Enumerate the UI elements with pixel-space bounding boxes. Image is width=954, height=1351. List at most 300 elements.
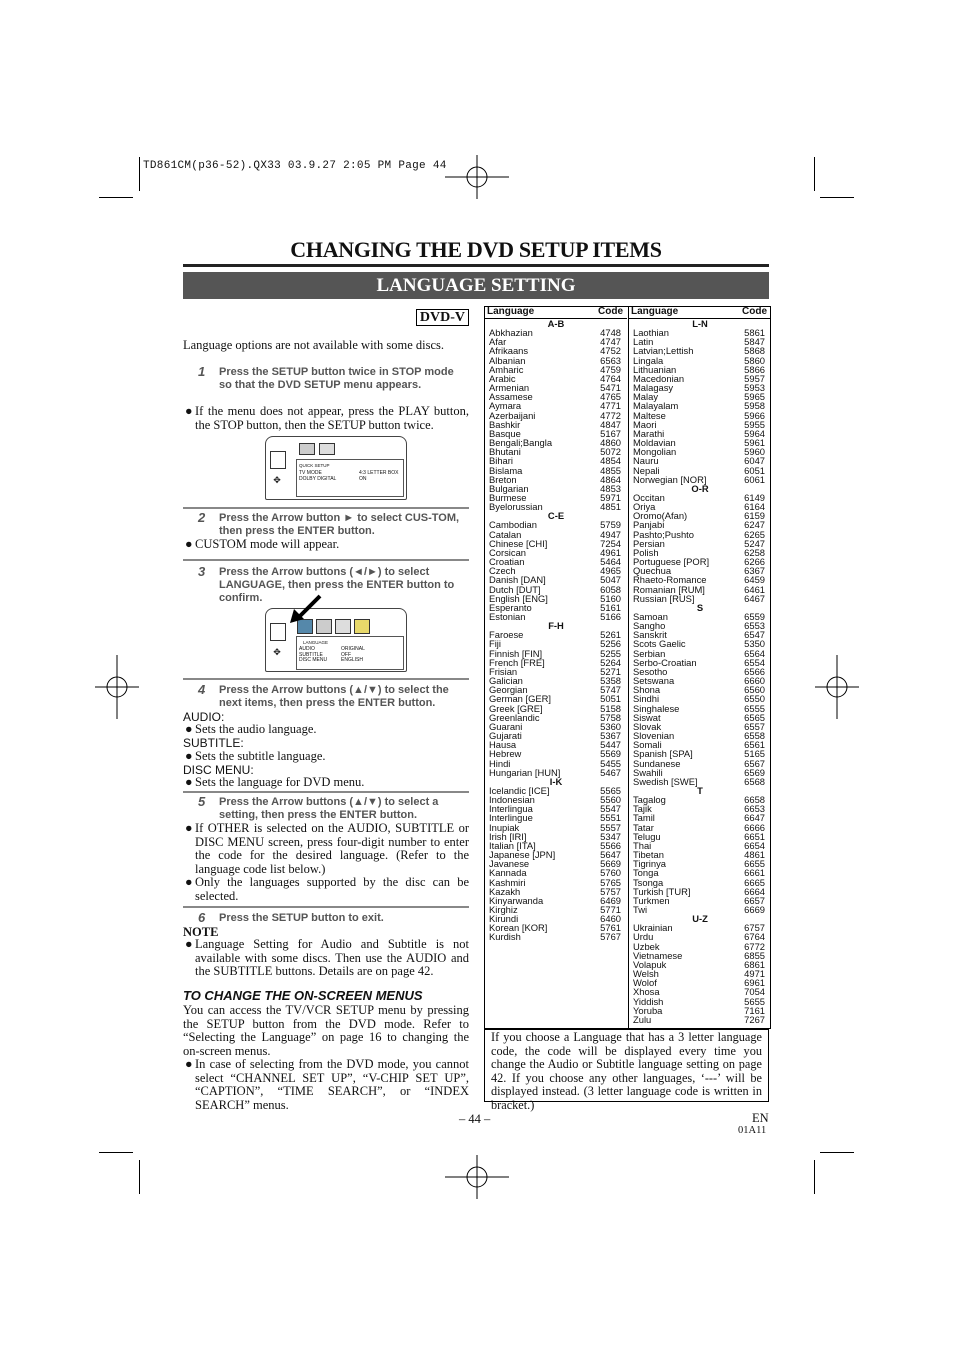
language-code: 5861 <box>744 327 765 339</box>
language-name: Moldavian <box>633 437 676 449</box>
bullet-other-code: ● If OTHER is selected on the AUDIO, SUBTITLE or DISC MENU screen, press four-digit number to enter the code for the desired language. (Refer to the language code list below.) <box>185 821 469 876</box>
language-code: 5158 <box>600 702 621 714</box>
language-name: Gujarati <box>489 730 522 742</box>
language-name: Nauru <box>633 455 659 467</box>
language-code: 5971 <box>600 491 621 503</box>
language-code: 6560 <box>744 684 765 696</box>
language-code: 5264 <box>600 656 621 668</box>
language-name: Serbian <box>633 647 666 659</box>
language-name: Guarani <box>489 720 523 732</box>
language-name: Hindi <box>489 757 511 769</box>
language-code: 5966 <box>744 409 765 421</box>
language-code: 6647 <box>744 812 765 824</box>
language-code: 5847 <box>744 336 765 348</box>
crop-mark <box>139 1160 140 1194</box>
language-code: 5566 <box>600 839 621 851</box>
language-name: Greenlandic <box>489 711 540 723</box>
language-code: 4752 <box>600 345 621 357</box>
group-header: I-K <box>549 775 563 787</box>
language-name: Vietnamese <box>633 949 683 961</box>
language-code: 6664 <box>744 885 765 897</box>
language-name: Indonesian <box>489 794 535 806</box>
language-code: 6558 <box>744 730 765 742</box>
menu-panel: QUICK SETUP TV MODE DOLBY DIGITAL 4:3 LETTER BOX ON <box>296 459 404 497</box>
language-code: 7161 <box>744 1004 765 1016</box>
language-code: 6247 <box>744 519 765 531</box>
language-name: Bulgarian <box>489 482 529 494</box>
language-code: 6772 <box>744 940 765 952</box>
language-code: 5467 <box>600 766 621 778</box>
language-name: Corsican <box>489 546 526 558</box>
language-name: French [FRE] <box>489 656 545 668</box>
language-name: Welsh <box>633 968 659 980</box>
bullet-custom-mode: ● CUSTOM mode will appear. <box>185 537 340 551</box>
three-letter-code-note: If you choose a Language that has a 3 letter language code, the code will be displayed every time you change the Audio or Subtitle language setting on page 42. If you choose any other languages, ‘---’ will be displayed instead. (3 letter language code is written in bracket.) <box>484 1029 769 1102</box>
language-code: 4853 <box>600 482 621 494</box>
language-code: 4861 <box>744 849 765 861</box>
language-name: Somali <box>633 739 662 751</box>
language-code: 6861 <box>744 958 765 970</box>
language-name: Tonga <box>633 867 659 879</box>
language-name: Twi <box>633 904 648 915</box>
language-name: Interlingua <box>489 803 533 815</box>
language-name: Maltese <box>633 409 666 421</box>
group-header: U-Z <box>692 913 708 925</box>
language-name: Yoruba <box>633 1004 663 1016</box>
language-code: 5557 <box>600 821 621 833</box>
language-name: Setswana <box>633 675 675 687</box>
language-name: Uzbek <box>633 940 660 952</box>
language-name: Portuguese [POR] <box>633 556 710 568</box>
language-code: 6566 <box>744 665 765 677</box>
language-code: 5760 <box>600 867 621 879</box>
language-code: 5350 <box>744 638 765 650</box>
language-name: Albanian <box>489 354 526 366</box>
language-name: Inupiak <box>489 821 520 833</box>
language-name: Slovak <box>633 720 662 732</box>
language-code: 6265 <box>744 528 765 540</box>
language-code: 6565 <box>744 711 765 723</box>
language-code: 7054 <box>744 986 765 998</box>
language-name: Kashmiri <box>489 876 526 888</box>
step-4: 4 Press the Arrow buttons (▲/▼) to select the next items, then press the ENTER button. <box>198 682 449 709</box>
language-code: 4965 <box>600 565 621 577</box>
language-name: Dutch [DUT] <box>489 583 541 595</box>
right-rows <box>629 319 771 1024</box>
language-code: 5161 <box>600 601 621 613</box>
language-code: 4748 <box>600 327 621 339</box>
title-rule <box>183 264 769 267</box>
subtitle-heading: SUBTITLE: <box>183 736 244 750</box>
language-code: 5261 <box>600 629 621 641</box>
language-code: 5953 <box>744 382 765 394</box>
language-code: 6460 <box>600 913 621 925</box>
language-code: 7254 <box>600 537 621 549</box>
language-name: Xhosa <box>633 986 660 998</box>
language-code: 4764 <box>600 372 621 384</box>
registration-mark <box>445 1155 509 1199</box>
language-code: 4765 <box>600 391 621 403</box>
group-header: S <box>696 601 704 613</box>
language-code: 5347 <box>600 830 621 842</box>
language-menu-illustration <box>265 608 407 672</box>
language-name: Volapuk <box>633 958 667 970</box>
quick-setup-menu-illustration <box>265 436 407 500</box>
language-code: 5165 <box>744 748 765 760</box>
language-code: 5771 <box>600 904 621 915</box>
crop-mark <box>139 157 140 191</box>
language-name: Tibetan <box>633 849 664 861</box>
language-name: Zulu <box>633 1013 652 1025</box>
language-name: Esperanto <box>489 601 532 613</box>
language-code: 5955 <box>744 418 765 430</box>
page-title: CHANGING THE DVD SETUP ITEMS <box>290 237 662 262</box>
language-code: 5247 <box>744 537 765 549</box>
table-row <box>485 612 627 621</box>
language-name: Bengali;Bangla <box>489 437 553 449</box>
language-name: Bihari <box>489 455 513 467</box>
group-header: T <box>697 784 703 796</box>
group-header: F-H <box>548 620 564 632</box>
language-code: 6563 <box>600 354 621 366</box>
language-name: Armenian <box>489 382 530 394</box>
language-code: 5868 <box>744 345 765 357</box>
language-code: 6651 <box>744 830 765 842</box>
language-code: 6764 <box>744 931 765 943</box>
language-name: Italian [ITA] <box>489 839 536 851</box>
language-name: Cambodian <box>489 519 537 531</box>
language-name: Kirundi <box>489 913 519 925</box>
language-name: Afrikaans <box>489 345 529 357</box>
language-name: Galician <box>489 675 523 687</box>
step-1: 1 Press the SETUP button twice in STOP mode so that the DVD SETUP menu appears. <box>198 364 454 391</box>
language-name: Laothian <box>633 327 669 339</box>
language-code: 6564 <box>744 647 765 659</box>
registration-mark <box>95 655 139 719</box>
language-code: 6554 <box>744 656 765 668</box>
custom-icon <box>319 443 335 455</box>
language-name: Turkmen <box>633 894 670 906</box>
language-name: Quechua <box>633 565 672 577</box>
language-name: Finnish [FIN] <box>489 647 543 659</box>
language-name: Yiddish <box>633 995 664 1007</box>
language-name: Kannada <box>489 867 527 879</box>
language-name: Breton <box>489 473 517 485</box>
language-code: 6051 <box>744 464 765 476</box>
language-code: 6550 <box>744 693 765 705</box>
language-code: 5655 <box>744 995 765 1007</box>
language-code: 5051 <box>600 693 621 705</box>
language-name: Sindhi <box>633 693 660 705</box>
language-name: Tamil <box>633 812 655 824</box>
language-name: Malagasy <box>633 382 674 394</box>
language-code: 6653 <box>744 803 765 815</box>
language-code: 5166 <box>600 611 621 622</box>
language-name: Wolof <box>633 977 657 989</box>
language-name: Occitan <box>633 491 665 503</box>
language-name: Tagalog <box>633 794 666 806</box>
lock-icon <box>354 619 370 634</box>
language-name: Croatian <box>489 556 525 568</box>
language-code: 6061 <box>744 473 765 485</box>
language-code: 5965 <box>744 391 765 403</box>
language-name: Sangho <box>633 620 666 632</box>
table-row <box>629 594 771 603</box>
language-code: 6669 <box>744 904 765 915</box>
language-code: 5957 <box>744 372 765 384</box>
language-name: Hebrew <box>489 748 522 760</box>
language-name: Oromo(Afan) <box>633 510 688 522</box>
bullet-audio: ● Sets the audio language. <box>185 722 317 736</box>
language-code: 5866 <box>744 363 765 375</box>
language-code: 6658 <box>744 794 765 806</box>
audio-icon <box>335 619 351 634</box>
language-code: 5256 <box>600 638 621 650</box>
language-name: Scots Gaelic <box>633 638 686 650</box>
language-code: 5860 <box>744 354 765 366</box>
language-code: 6655 <box>744 858 765 870</box>
language-code: 6469 <box>600 894 621 906</box>
language-code: 5455 <box>600 757 621 769</box>
language-name: Irish [IRI] <box>489 830 527 842</box>
bullet-subtitle: ● Sets the subtitle language. <box>185 749 326 763</box>
step-5: 5 Press the Arrow buttons (▲/▼) to select a setting, then press the ENTER button. <box>198 794 439 821</box>
language-code: 4847 <box>600 418 621 430</box>
language-code: 4855 <box>600 464 621 476</box>
crop-mark <box>99 1152 133 1153</box>
note-heading: NOTE <box>183 925 219 939</box>
language-name: Turkish [TUR] <box>633 885 691 897</box>
language-name: Estonian <box>489 611 526 622</box>
language-name: Bislama <box>489 464 523 476</box>
language-name: Czech <box>489 565 516 577</box>
language-code: 5961 <box>744 437 765 449</box>
divider <box>183 559 469 561</box>
language-name: Japanese [JPN] <box>489 849 556 861</box>
language-code: 5551 <box>600 812 621 824</box>
language-name: Byelorussian <box>489 501 543 513</box>
language-name: Javanese <box>489 858 530 870</box>
language-code: 6559 <box>744 611 765 622</box>
language-name: Faroese <box>489 629 524 641</box>
table-row <box>485 932 627 941</box>
language-name: Shona <box>633 684 661 696</box>
language-name: Russian [RUS] <box>633 592 695 604</box>
language-code: 6660 <box>744 675 765 687</box>
registration-mark <box>815 655 859 719</box>
language-name: Latin <box>633 336 654 348</box>
language-name: Amharic <box>489 363 524 375</box>
language-name: Siswat <box>633 711 661 723</box>
crop-mark <box>814 1160 815 1194</box>
language-code: 5759 <box>600 519 621 531</box>
language-code: 5447 <box>600 739 621 751</box>
language-code: 6555 <box>744 702 765 714</box>
bullet-dvd-mode-menus: ● In case of selecting from the DVD mode, you cannot select “CHANNEL SET UP”, “V-CHIP SET UP”, “CAPTION”, “TIME SEARCH”, or “INDEX SEARCH” menus. <box>185 1057 469 1112</box>
language-code: 6047 <box>744 455 765 467</box>
language-name: Basque <box>489 427 521 439</box>
tv-icon <box>270 623 286 641</box>
document-code: 01A11 <box>738 1125 767 1136</box>
language-code: 4971 <box>744 968 765 980</box>
language-code: 5255 <box>600 647 621 659</box>
language-code: 5765 <box>600 876 621 888</box>
bullet-menu-not-appear: ● If the menu does not appear, press the PLAY button, the STOP button, then the SETUP button twice. <box>185 404 469 432</box>
language-name: Afar <box>489 336 507 348</box>
audio-heading: AUDIO: <box>183 710 225 724</box>
language-name: Urdu <box>633 931 654 943</box>
language-name: Malay <box>633 391 659 403</box>
language-code: 5569 <box>600 748 621 760</box>
table-header: Language Code <box>485 307 627 319</box>
language-name: Telugu <box>633 830 661 842</box>
language-name: Malayalam <box>633 400 679 412</box>
language-code: 6855 <box>744 949 765 961</box>
language-code: 5367 <box>600 730 621 742</box>
language-code: 4759 <box>600 363 621 375</box>
language-name: Kurdish <box>489 931 521 943</box>
language-code: 6159 <box>744 510 765 522</box>
language-code: 6568 <box>744 775 765 787</box>
language-code: 6557 <box>744 720 765 732</box>
language-name: Slovenian <box>633 730 675 742</box>
language-code: 6657 <box>744 894 765 906</box>
language-code: 5547 <box>600 803 621 815</box>
language-name: Polish <box>633 546 659 558</box>
menu-panel: LANGUAGE AUDIO SUBTITLE DISC MENU ORIGINAL OFF ENGLISH <box>296 636 404 670</box>
language-name: German [GER] <box>489 693 551 705</box>
language-code: 6058 <box>600 583 621 595</box>
language-name: Aymara <box>489 400 522 412</box>
language-name: Lithuanian <box>633 363 677 375</box>
language-name: Sundanese <box>633 757 681 769</box>
language-name: Marathi <box>633 427 665 439</box>
language-name: Kazakh <box>489 885 521 897</box>
language-code: 6553 <box>744 620 765 632</box>
language-name: Ukrainian <box>633 922 673 934</box>
bullet-note: ● Language Setting for Audio and Subtitle is not available with some discs. Then use the AUDIO and the SUBTITLE buttons. Details are on page 42. <box>185 937 469 979</box>
language-name: Assamese <box>489 391 533 403</box>
language-code: 6569 <box>744 766 765 778</box>
table-row <box>629 905 771 914</box>
on-screen-menus-text: You can access the TV/VCR SETUP menu by pressing the SETUP button from the DVD mode. Refer to “Selecting the Language” on page 16 to changing the on-screen menus. <box>183 1003 469 1058</box>
language-name: Serbo-Croatian <box>633 656 697 668</box>
language-name: Sanskrit <box>633 629 667 641</box>
table-row <box>629 1015 771 1024</box>
step-2: 2 Press the Arrow button ► to select CUS-TOM, then press the ENTER button. <box>198 510 460 537</box>
language-name: Bashkir <box>489 418 521 430</box>
language-code: 6757 <box>744 922 765 934</box>
language-code: 5960 <box>744 446 765 458</box>
language-code: 5761 <box>600 922 621 934</box>
language-code: 5358 <box>600 675 621 687</box>
tv-icon <box>270 451 286 469</box>
language-code: 6547 <box>744 629 765 641</box>
language-name: Kinyarwanda <box>489 894 544 906</box>
disc-menu-heading: DISC MENU: <box>183 763 254 777</box>
language-code: 4864 <box>600 473 621 485</box>
language-code: 5167 <box>600 427 621 439</box>
language-code: 5757 <box>600 885 621 897</box>
language-code: 6661 <box>744 867 765 879</box>
language-name: Pashto;Pushto <box>633 528 694 540</box>
language-code: 7267 <box>744 1013 765 1025</box>
section-title: LANGUAGE SETTING <box>183 272 769 299</box>
divider <box>183 678 469 680</box>
language-code: 6266 <box>744 556 765 568</box>
language-code: 6665 <box>744 876 765 888</box>
language-code: 5047 <box>600 574 621 586</box>
language-code: 4961 <box>600 546 621 558</box>
crop-mark <box>820 197 854 198</box>
table-row <box>629 777 771 786</box>
left-rows <box>485 319 627 942</box>
language-code: 6561 <box>744 739 765 751</box>
language-code: 6149 <box>744 491 765 503</box>
language-code: 6654 <box>744 839 765 851</box>
language-code: 6258 <box>744 546 765 558</box>
language-code: 5471 <box>600 382 621 394</box>
language-name: Chinese [CHI] <box>489 537 548 549</box>
language-code: 5464 <box>600 556 621 568</box>
language-name: Hausa <box>489 739 517 751</box>
language-code: 6367 <box>744 565 765 577</box>
divider <box>183 507 469 509</box>
language-name: Rhaeto-Romance <box>633 574 707 586</box>
language-code: 5271 <box>600 665 621 677</box>
language-name: Arabic <box>489 372 516 384</box>
pointer-arrow-icon <box>288 594 322 624</box>
language-code-table <box>484 306 771 1029</box>
language-name: Latvian;Lettish <box>633 345 694 357</box>
page-number: – 44 – <box>459 1112 491 1126</box>
language-code: 6666 <box>744 821 765 833</box>
language-name: Romanian [RUM] <box>633 583 705 595</box>
language-name: Fiji <box>489 638 501 650</box>
language-name: Abkhazian <box>489 327 533 339</box>
registration-mark <box>445 155 509 199</box>
language-name: Azerbaijani <box>489 409 536 421</box>
language-code: 6467 <box>744 592 765 604</box>
language-name: Samoan <box>633 611 668 622</box>
arrow-pad-icon: ✥ <box>273 647 281 657</box>
language-code: 4947 <box>600 528 621 540</box>
crop-mark <box>99 197 133 198</box>
language-name: Norwegian [NOR] <box>633 473 707 485</box>
language-code: 4854 <box>600 455 621 467</box>
language-code: 5647 <box>600 849 621 861</box>
quick-icon <box>299 443 315 455</box>
intro-text: Language options are not available with some discs. <box>183 338 445 352</box>
language-name: Catalan <box>489 528 522 540</box>
group-header: C-E <box>547 510 565 522</box>
language-code: 6461 <box>744 583 765 595</box>
language-code: 5565 <box>600 784 621 796</box>
language-code: 5758 <box>600 711 621 723</box>
language-name: Icelandic [ICE] <box>489 784 550 796</box>
language-code: 5669 <box>600 858 621 870</box>
language-name: Hungarian [HUN] <box>489 766 561 778</box>
table-row <box>629 475 771 484</box>
language-name: Tajik <box>633 803 652 815</box>
step-3: 3 Press the Arrow buttons (◄/►) to select LANGUAGE, then press the ENTER button to confirm. <box>198 564 455 604</box>
group-header: O-R <box>691 482 709 494</box>
language-code: 4771 <box>600 400 621 412</box>
step-6: 6 Press the SETUP button to exit. <box>198 910 384 925</box>
language-code: 5747 <box>600 684 621 696</box>
language-marker: EN <box>752 1111 769 1125</box>
language-name: Burmese <box>489 491 527 503</box>
